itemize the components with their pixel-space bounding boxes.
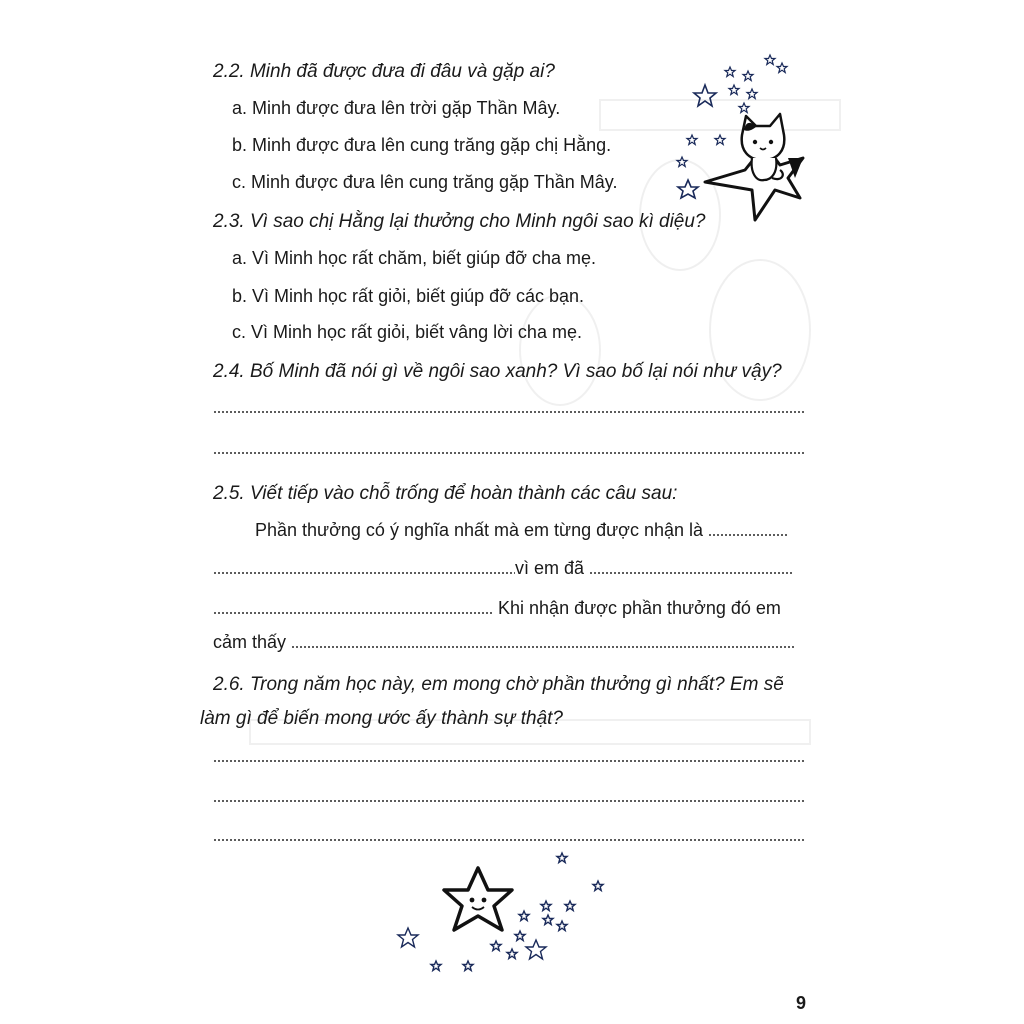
fill-sentence-3 <box>213 596 781 620</box>
question-2-4: 2.4. Bố Minh đã nói gì về ngôi sao xanh? Vì sao bố lại nói như vậy? <box>213 361 782 382</box>
fill-sentence-2-text: vì em đã <box>515 558 585 578</box>
fill-sentence-2 <box>213 556 794 580</box>
cat-on-star-illustration <box>660 50 820 230</box>
question-2-2: 2.2. Minh đã được đưa đi đâu và gặp ai? <box>213 61 555 82</box>
outline-star-icon <box>694 85 716 106</box>
question-2-6-line1: 2.6. Trong năm học này, em mong chờ phần thưởng gì nhất? Em sẽ <box>213 674 784 695</box>
question-2-5: 2.5. Viết tiếp vào chỗ trống để hoàn thành các câu sau: <box>213 483 678 504</box>
answer-line-2-6-1[interactable] <box>213 760 805 762</box>
answer-line-2-6-2[interactable] <box>213 800 805 802</box>
option-2-2-b: b. Minh được đưa lên cung trăng gặp chị Hằng. <box>232 135 612 155</box>
answer-line-2-4-1[interactable] <box>213 411 805 413</box>
option-2-2-c: c. Minh được đưa lên cung trăng gặp Thần Mây. <box>232 172 618 192</box>
option-2-2-a: a. Minh được đưa lên trời gặp Thần Mây. <box>232 98 561 118</box>
smiling-star-illustration <box>390 850 620 980</box>
blank-reason-cont[interactable] <box>213 612 493 614</box>
question-2-6-line2: làm gì để biến mong ước ấy thành sự thật? <box>200 708 563 729</box>
option-2-3-a: a. Vì Minh học rất chăm, biết giúp đỡ cha mẹ. <box>232 248 596 268</box>
smiling-star-icon <box>444 868 512 930</box>
blank-reason[interactable] <box>589 572 794 574</box>
blank-feeling[interactable] <box>291 646 796 648</box>
blank-reward[interactable] <box>708 534 788 536</box>
fill-sentence-1-text: Phần thưởng có ý nghĩa nhất mà em từng được nhận là <box>255 520 704 540</box>
page-number: 9 <box>796 993 807 1013</box>
option-2-3-b: b. Vì Minh học rất giỏi, biết giúp đỡ các bạn. <box>232 286 585 306</box>
sparkle-star-icons <box>398 853 603 971</box>
option-2-3-c: c. Vì Minh học rất giỏi, biết vâng lời cha mẹ. <box>232 322 582 342</box>
fill-sentence-3-text: Khi nhận được phần thưởng đó em <box>498 598 781 618</box>
outline-star-icon <box>678 180 698 198</box>
question-2-3: 2.3. Vì sao chị Hằng lại thưởng cho Minh ngôi sao kì diệu? <box>213 211 706 232</box>
fill-sentence-1 <box>255 518 788 542</box>
answer-line-2-6-3[interactable] <box>213 839 805 841</box>
answer-line-2-4-2[interactable] <box>213 452 805 454</box>
fill-sentence-4-text: cảm thấy <box>213 632 287 652</box>
fill-sentence-4 <box>213 630 796 654</box>
blank-reward-cont[interactable] <box>213 572 515 574</box>
